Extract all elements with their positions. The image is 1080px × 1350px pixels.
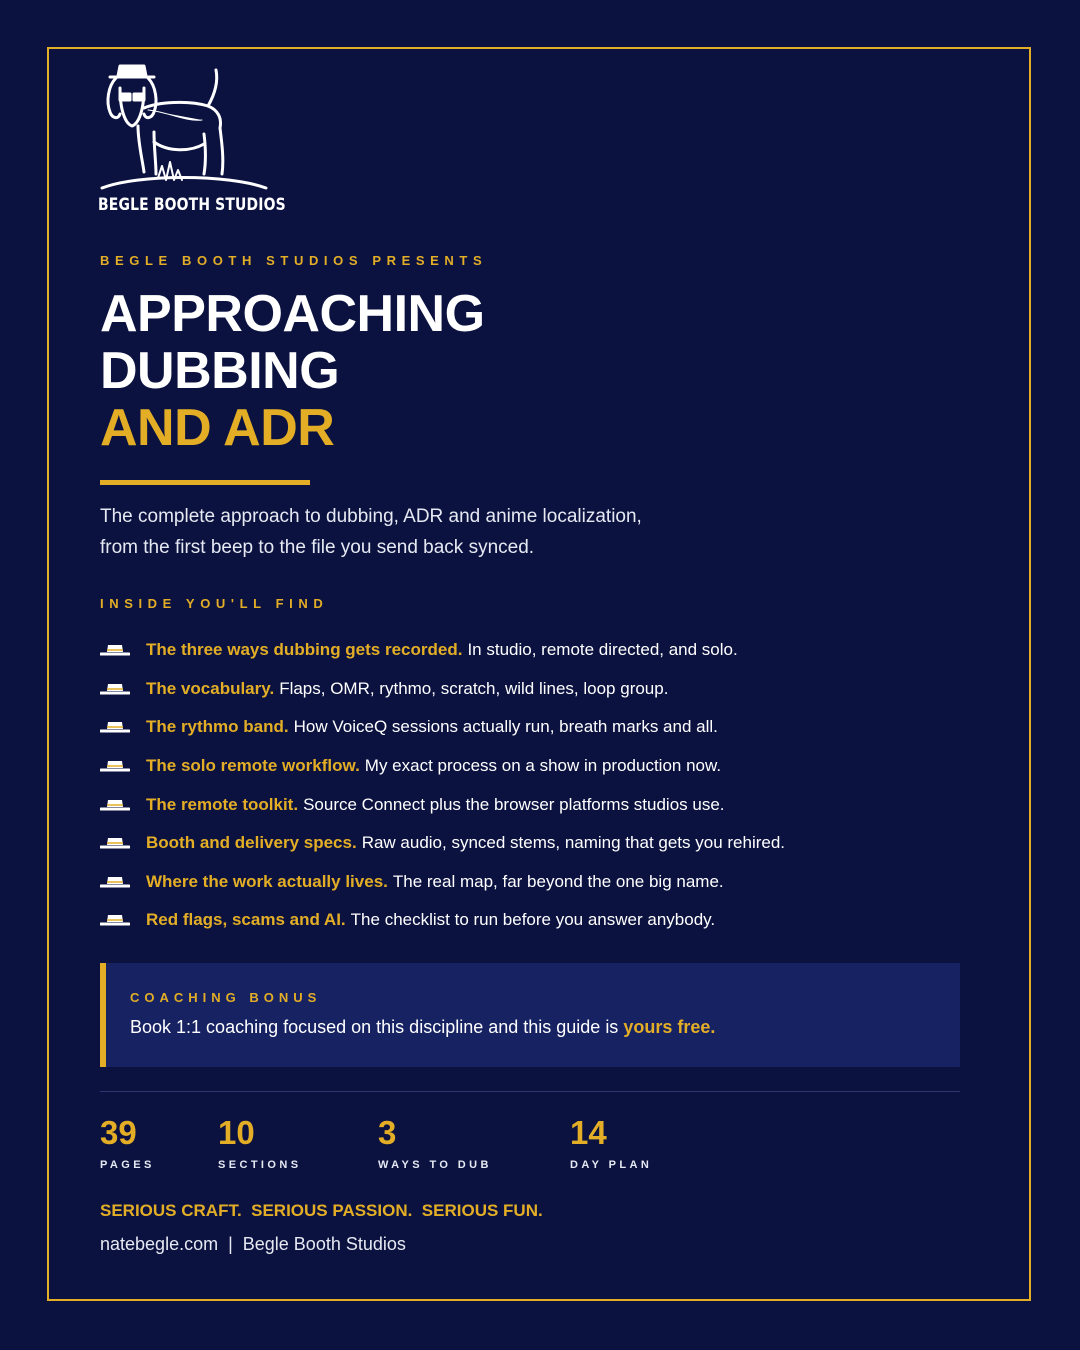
bonus-text: [130, 1017, 715, 1038]
stat-label: PAGES: [100, 1159, 155, 1171]
hat-icon: [100, 682, 130, 696]
tagline: SERIOUS CRAFT. SERIOUS PASSION. SERIOUS FUN.: [100, 1201, 543, 1220]
list-item: [100, 631, 1000, 670]
logo-text: BEGLE BOOTH STUDIOS: [98, 195, 286, 215]
title-underline: [100, 480, 310, 485]
list-item: [100, 785, 1000, 824]
stat-pages: [100, 1113, 155, 1171]
beagle-dog-logo-icon: [98, 62, 270, 197]
stat-value: 14: [570, 1114, 607, 1151]
item-lead: The remote toolkit.: [146, 794, 299, 814]
bonus-body: Book 1:1 coaching focused on this discipline and this guide is: [130, 1017, 619, 1037]
title-line-1: APPROACHING: [100, 285, 485, 343]
footer: natebegle.com | Begle Booth Studios: [100, 1234, 406, 1254]
list-item: [100, 824, 1000, 863]
hat-icon: [100, 720, 130, 734]
stat-sections: [218, 1113, 301, 1171]
item-lead: Red flags, scams and AI.: [146, 910, 346, 930]
stat-label: DAY PLAN: [570, 1159, 653, 1171]
stat-label: WAYS TO DUB: [378, 1159, 492, 1171]
brand-logo: [98, 62, 286, 222]
stat-value: 10: [218, 1114, 255, 1151]
list-item: [100, 708, 1000, 747]
contents-list: [100, 631, 1000, 940]
hat-icon: [100, 836, 130, 850]
description-line-1: The complete approach to dubbing, ADR and anime localization,: [100, 506, 642, 527]
stat-ways-to-dub: [378, 1113, 492, 1171]
description: [100, 501, 800, 563]
item-lead: The rythmo band.: [146, 717, 289, 737]
stat-value: 3: [378, 1114, 397, 1151]
stat-day-plan: [570, 1113, 652, 1171]
item-lead: The vocabulary.: [146, 678, 275, 698]
hat-icon: [100, 913, 130, 927]
hat-icon: [100, 875, 130, 889]
hat-icon: [100, 643, 130, 657]
item-text: The checklist to run before you answer anybody.: [350, 910, 716, 930]
title-line-3: AND ADR: [100, 399, 335, 457]
bonus-label: COACHING BONUS: [130, 990, 322, 1005]
item-lead: The solo remote workflow.: [146, 756, 360, 776]
item-lead: The three ways dubbing gets recorded.: [146, 640, 463, 660]
item-lead: Booth and delivery specs.: [146, 833, 357, 853]
item-text: Source Connect plus the browser platforms studios use.: [303, 794, 725, 814]
item-lead: Where the work actually lives.: [146, 871, 388, 891]
hat-icon: [100, 798, 130, 812]
item-text: My exact process on a show in production now.: [364, 756, 722, 776]
list-item: [100, 670, 1000, 709]
item-text: The real map, far beyond the one big name.: [392, 871, 724, 891]
stat-value: 39: [100, 1114, 137, 1151]
coaching-bonus-panel: [100, 963, 960, 1067]
stat-label: SECTIONS: [218, 1159, 302, 1171]
inside-label: INSIDE YOU'LL FIND: [100, 596, 329, 611]
item-text: Flaps, OMR, rythmo, scratch, wild lines, loop group.: [279, 678, 669, 698]
presents-label: BEGLE BOOTH STUDIOS PRESENTS: [100, 253, 488, 268]
item-text: Raw audio, synced stems, naming that gets you rehired.: [361, 833, 786, 853]
description-line-2: from the first beep to the file you send back synced.: [100, 537, 535, 558]
hat-icon: [100, 759, 130, 773]
bonus-highlight: yours free.: [623, 1017, 716, 1037]
divider: [100, 1091, 960, 1092]
item-text: How VoiceQ sessions actually run, breath marks and all.: [293, 717, 718, 737]
title-line-2: DUBBING: [100, 342, 340, 400]
list-item: [100, 747, 1000, 786]
item-text: In studio, remote directed, and solo.: [467, 640, 738, 660]
page-title: [100, 286, 485, 457]
list-item: [100, 901, 1000, 940]
list-item: [100, 863, 1000, 902]
